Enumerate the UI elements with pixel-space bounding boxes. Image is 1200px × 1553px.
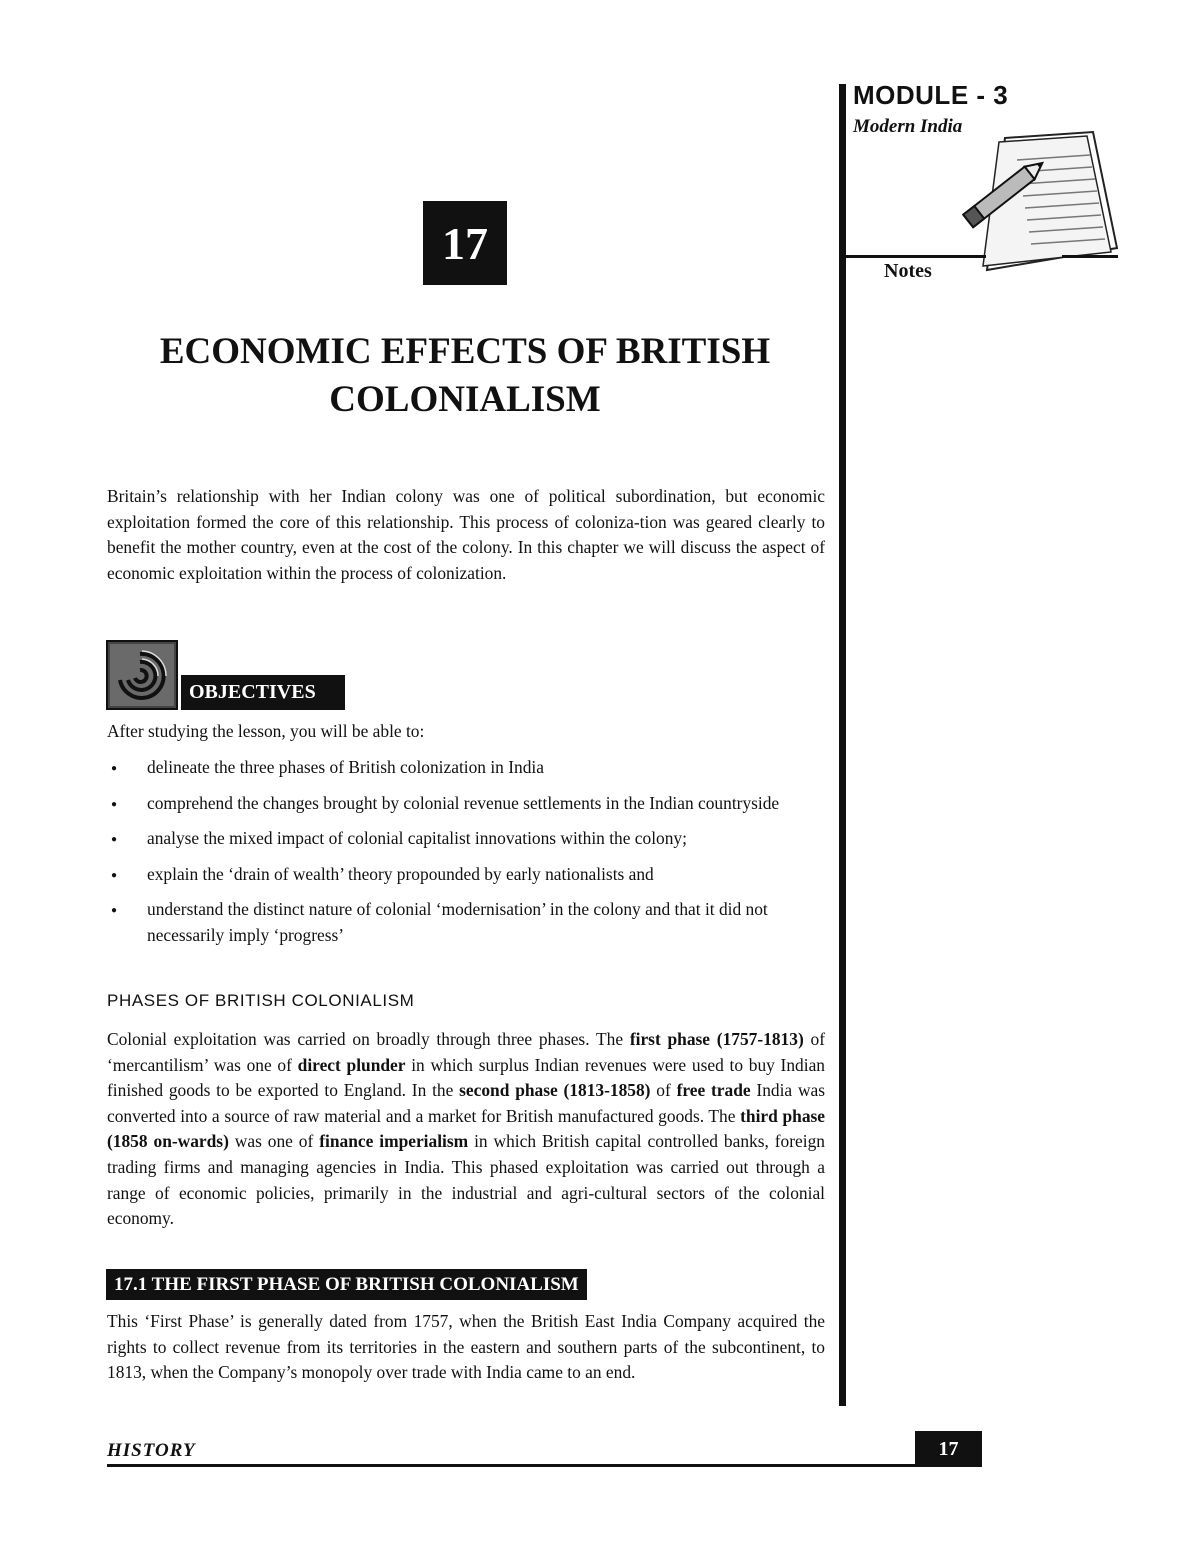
- bold-finance-imperialism: finance imperialism: [319, 1131, 469, 1152]
- bold-first-phase: first phase (1757-1813): [629, 1029, 804, 1049]
- objective-item: ● explain the ‘drain of wealth’ theory propounded by early nationalists and: [107, 862, 825, 888]
- section-paragraph: This ‘First Phase’ is generally dated from 1757, when the British East India Company acquired the rights to collect revenue from its territories in the eastern and southern parts of the subcontinent, to 1813, when the Company’s monopoly over trade with India came to an end.: [107, 1311, 825, 1383]
- notes-rule-right: [1062, 255, 1118, 258]
- bold-direct-plunder: direct plunder: [297, 1054, 406, 1075]
- notes-rule-left: [846, 255, 986, 258]
- module-label: MODULE - 3: [853, 80, 1009, 110]
- phases-heading: PHASES OF BRITISH COLONIALISM: [107, 991, 415, 1010]
- objectives-list: [107, 755, 825, 959]
- objectives-lead: After studying the lesson, you will be able to:: [107, 721, 425, 741]
- objective-item: ● comprehend the changes brought by colonial revenue settlements in the Indian countryside: [107, 791, 825, 817]
- objectives-icon: [106, 640, 178, 710]
- footer-rule: [107, 1464, 982, 1467]
- page-number: 17: [915, 1431, 982, 1467]
- objective-item: ● delineate the three phases of British colonization in India: [107, 755, 825, 781]
- objectives-heading: OBJECTIVES: [181, 675, 345, 710]
- chapter-title-line-1: ECONOMIC EFFECTS OF BRITISH: [159, 331, 771, 372]
- sidebar-vertical-rule: [839, 84, 846, 1406]
- phases-paragraph: Colonial exploitation was carried on broadly through three phases. The first phase (1757-1813) of ‘mercantilism’ was one of direct plunder in which surplus Indian revenues were used to buy Indian finished goods to be exported to England. In the second phase (1813-1858) of free trade India was converted into a source of raw material and a market for British manufactured goods. The third phase (1858 on-wards) was one of finance imperialism in which British capital controlled banks, foreign trading firms and managing agencies in India. This phased exploitation was carried out through a range of economic policies, primarily in the industrial and agri-cultural sectors of the colonial economy.: [107, 1029, 826, 1229]
- objective-item: ● analyse the mixed impact of colonial capitalist innovations within the colony;: [107, 826, 825, 852]
- bold-third-phase: third phase (1858 on-wards): [107, 1105, 825, 1152]
- notes-label: Notes: [884, 260, 932, 282]
- bold-free-trade: free trade: [676, 1080, 751, 1101]
- module-subtitle: Modern India: [853, 116, 963, 137]
- chapter-title: [80, 328, 850, 424]
- footer-subject: HISTORY: [107, 1440, 196, 1461]
- intro-paragraph: Britain’s relationship with her Indian colony was one of political subordination, but economic exploitation formed the core of this relationship. This process of coloniza-tion was geared clearly to benefit the mother country, even at the cost of the colony. In this chapter we will discuss the aspect of economic exploitation within the process of colonization.: [107, 486, 825, 583]
- bold-second-phase: second phase (1813-1858): [459, 1080, 651, 1101]
- objective-item: ● understand the distinct nature of colonial ‘modernisation’ in the colony and that it did not necessarily imply ‘progress’: [107, 897, 825, 948]
- section-heading: 17.1 THE FIRST PHASE OF BRITISH COLONIALISM: [106, 1269, 587, 1300]
- chapter-number-badge: 17: [423, 201, 507, 285]
- chapter-title-line-2: COLONIALISM: [329, 379, 601, 420]
